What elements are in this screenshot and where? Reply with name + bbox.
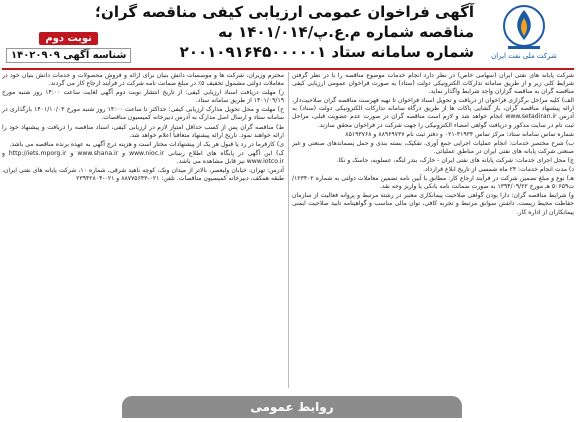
paragraph: محترم وزیران، شرکت ها و موسسات دانش بنیان برای ارائه و فروش محصولات و خدمات دانش بنیان خود در معاملات دولتی مشمول تخفیف ۵٪ در مبلغ ضمانت نامه شرکت در فرآیند ارجاع کار می گردند. xyxy=(2,72,284,88)
paragraph: آدرس: تهران، خیابان ولیعصر، بالاتر از میدان ونک، کوچه ناهید شرقی، شماره ۱۰، شرکت پایانه های نفتی ایران، طبقه همکف، دبیرخانه کمیسیون مناقصات. تلفن: ۰۲۱-۸۸۷۷۵۶۴۳ و ۰۲۱-۲۳۹۴۲۸۰۴ xyxy=(2,167,284,183)
footer-label: روابط عمومی xyxy=(250,400,334,414)
paragraph: ب) شرح مختصر خدمات: انجام عملیات اجرایی جمع آوری، تفکیک، بسته بندی و حمل پسماندهای صنعتی و غیر صنعتی شرکت پایانه های نفتی ایران در مناطق عملیاتی. xyxy=(292,139,574,155)
footer-banner xyxy=(122,396,462,418)
title-line-3: شماره سامانه ستاد ۲۰۰۱۰۹۱۶۴۵۰۰۰۰۰۱ xyxy=(179,43,474,61)
title-line-2: مناقصه شماره م.ع.پ/۱۴۰۱/۰۱۴ به xyxy=(218,23,474,41)
tender-advertisement xyxy=(2,0,574,420)
paragraph: شرکت پایانه های نفتی ایران (سهامی خاص) در نظر دارد انجام خدمات موضوع مناقصه را با در نظر گرفتن شرایط کلی زیر و از طریق سامانه تدارکات الکترونیکی دولت (ستاد) به صورت فراخوان عمومی ارزیابی کیفی مناقصه گران به مناقصه گزاران واجد شرایط واگذار نماید. xyxy=(292,72,574,96)
paragraph: هـ) نوع و مبلغ تضمین شرکت در فرآیند ارجاع کار: مطابق با آیین نامه تضمین معاملات دولتی به شماره ۱۲۳۴۰۲/ت۵۰۶۵۹ هـ مورخ ۱۳۹۴/۰۹/۲۲ به صورت ضمانت نامه بانکی یا واریز وجه نقد. xyxy=(292,175,574,191)
publication-turn-badge: نوبت دوم xyxy=(39,32,98,45)
company-logo-icon xyxy=(478,2,570,64)
title-line-1: آگهی فراخوان عمومی ارزیابی کیفی مناقصه گران؛ xyxy=(95,3,474,21)
ad-id-badge: شناسه آگهی ۱۴۰۲۰۹۰۹ xyxy=(6,48,131,63)
paragraph: ح) مهلت و محل تحویل مدارک ارزیابی کیفی: حداکثر تا ساعت ۱۴:۰۰ روز شنبه مورخ ۱۴۰۱/۱۰/۰۳ بارگذاری در سامانه ستاد و ارسال اصل مدارک به آدرس دبیرخانه کمیسیون مناقصات. xyxy=(2,106,284,122)
paragraph: شماره تماس سامانه ستاد: مرکز تماس ۴۱۹۳۴-۰۲۱ و دفتر ثبت نام ۸۸۹۶۹۷۳۷ و ۸۵۱۹۳۷۶۸ xyxy=(345,130,574,138)
paragraph: ک) این آگهی در پایگاه های اطلاع رسانی www.nioc.ir و www.shana.ir و http://iets.mporg.ir و www.iotco.ir نیز قابل مشاهده می باشد. xyxy=(2,149,284,165)
logo-caption: شرکت ملی نفت ایران xyxy=(491,52,557,60)
paragraph: د) مدت انجام خدمات: ۲۴ ماه شمسی از تاریخ ابلاغ قرارداد. xyxy=(423,166,574,174)
paragraph: ج) محل اجرای خدمات: شرکت پایانه های نفتی ایران - خارک، بندر لنگه، عسلویه، جاسک و نکا. xyxy=(336,156,574,164)
paragraph: و) شرایط مناقصه گران: دارا بودن گواهی صلاحیت پیمانکاری معتبر در رشته مرتبط و پروانه فعالیت از سازمان حفاظت محیط زیست، داشتن سوابق مرتبط و تجربه کافی، توان مالی مناسب و گواهینامه تایید صلاحیت ایمنی پیمانکاران از اداره کار. xyxy=(292,192,574,216)
left-column xyxy=(2,72,284,392)
ad-badge xyxy=(6,26,131,63)
right-column xyxy=(292,72,574,392)
paragraph: الف) کلیه مراحل برگزاری فراخوان از دریافت و تحویل اسناد فراخوان تا تهیه فهرست مناقصه گران صلاحیت‌دار، ارائه پیشنهاد مناقصه گران، باز گشایی پاکات ها از طریق درگاه سامانه تدارکات الکترونیکی دولت (ستاد) به آدرس www.setadiran.ir انجام خواهد شد و لازم است مناقصه گران در صورت عدم عضویت قبلی، مراحل ثبت نام در سایت مذکور و دریافت گواهی امضاء الکترونیکی را جهت شرکت در فراخوان محقق سازند. xyxy=(292,97,574,129)
header-divider xyxy=(2,68,574,70)
paragraph: ط) مناقصه گران پس از کسب حداقل امتیاز لازم در ارزیابی کیفی، اسناد مناقصه را دریافت و پیشنهاد خود را ارائه خواهند نمود. تاریخ ارائه پیشنهاد متعاقباً اعلام خواهد شد. xyxy=(2,123,284,139)
ad-header xyxy=(2,0,574,70)
paragraph: ی) کارفرما در رد یا قبول هر یک از پیشنهادات مختار است و هزینه درج آگهی به عهده برنده مناقصه می باشد. xyxy=(9,140,284,148)
column-divider xyxy=(288,72,289,388)
paragraph: ز) مهلت دریافت اسناد ارزیابی کیفی: از تاریخ انتشار نوبت دوم آگهی لغایت ساعت ۱۴:۰۰ روز شنبه مورخ ۱۴۰۱/۰۹/۱۹ از طریق سامانه ستاد. xyxy=(2,89,284,105)
